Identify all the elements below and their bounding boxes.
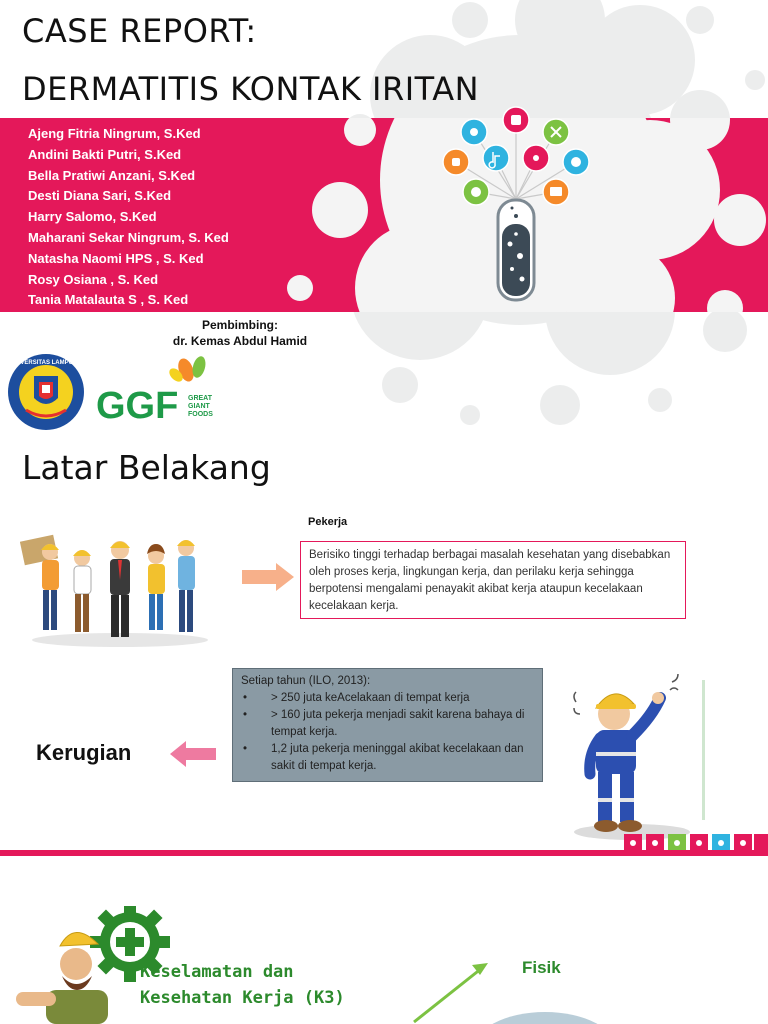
stats-list: [241, 690, 534, 775]
title-line-2: DERMATITIS KONTAK IRITAN: [22, 70, 480, 108]
title-line-1: CASE REPORT:: [22, 12, 257, 50]
logo-unila-text: UNIVERSITAS LAMPUNG: [10, 360, 82, 366]
advisor-name: dr. Kemas Abdul Hamid: [172, 334, 308, 348]
stat-item: • 1,2 juta pekerja meninggal akibat kecelakaan dan sakit di tempat kerja.: [241, 741, 534, 775]
pekerja-label: Pekerja: [308, 516, 348, 528]
latar-belakang-slide: [0, 436, 768, 856]
test-tube-icon: [436, 104, 596, 304]
stats-heading: Setiap tahun (ILO, 2013):: [241, 675, 371, 687]
k3-line-1: Keselamatan dan: [140, 962, 294, 982]
author-name: Ajeng Fitria Ningrum, S.Ked: [28, 126, 201, 141]
ggf-logo-letters: GGF: [96, 385, 179, 424]
arrow-left-icon: [168, 740, 218, 768]
ggf-sub-2: GIANT: [188, 403, 210, 410]
author-name: Natasha Naomi HPS , S. Ked: [28, 250, 204, 266]
pekerja-description: Berisiko tinggi terhadap berbagai masalah kesehatan yang disebabkan oleh proses kerja, lingkungan kerja, dan perilaku kerja sehingga berpotensi mengalami penayakit akibat kerja ataupun kecelakaan kecelakaan kerja.: [300, 541, 686, 619]
author-name: Desti Diana Sari, S.Ked: [28, 188, 172, 204]
title-slide: [0, 0, 768, 432]
author-list: [28, 124, 229, 311]
author-name: Rosy Osiana , S. Ked: [28, 271, 159, 287]
ggf-sub-3: FOODS: [188, 411, 213, 418]
author-name: Bella Pratiwi Anzani, S.Ked: [28, 167, 196, 183]
advisor-label: Pembimbing:: [201, 318, 278, 332]
stat-item: • > 250 juta keAcelakaan di tempat kerja: [241, 690, 534, 707]
universitas-lampung-logo: [6, 352, 86, 432]
tired-worker-illustration: [566, 674, 716, 844]
k3-slide: [0, 868, 768, 1024]
k3-line-2: Kesehatan Kerja (K3): [140, 988, 345, 1008]
slide-bottom-line: [0, 850, 768, 856]
arrow-right-icon: [240, 562, 296, 592]
author-name: Tania Matalauta S , S. Ked: [28, 292, 189, 308]
ggf-logo: [92, 352, 222, 424]
decorative-circle: [470, 1010, 620, 1024]
author-name: Maharani Sekar Ningrum, S. Ked: [28, 229, 229, 245]
fisik-label: Fisik: [522, 958, 561, 977]
slide-title: Latar Belakang: [22, 448, 271, 487]
stat-item: • > 160 juta pekerja menjadi sakit karena bahaya di tempat kerja.: [241, 707, 534, 741]
author-name: Harry Salomo, S.Ked: [28, 209, 157, 225]
statistics-box: [232, 668, 543, 782]
author-name: Andini Bakti Putri, S.Ked: [28, 146, 182, 162]
kerugian-label: Kerugian: [36, 740, 132, 765]
ggf-sub-1: GREAT: [188, 395, 212, 402]
workers-group-illustration: [20, 532, 210, 648]
